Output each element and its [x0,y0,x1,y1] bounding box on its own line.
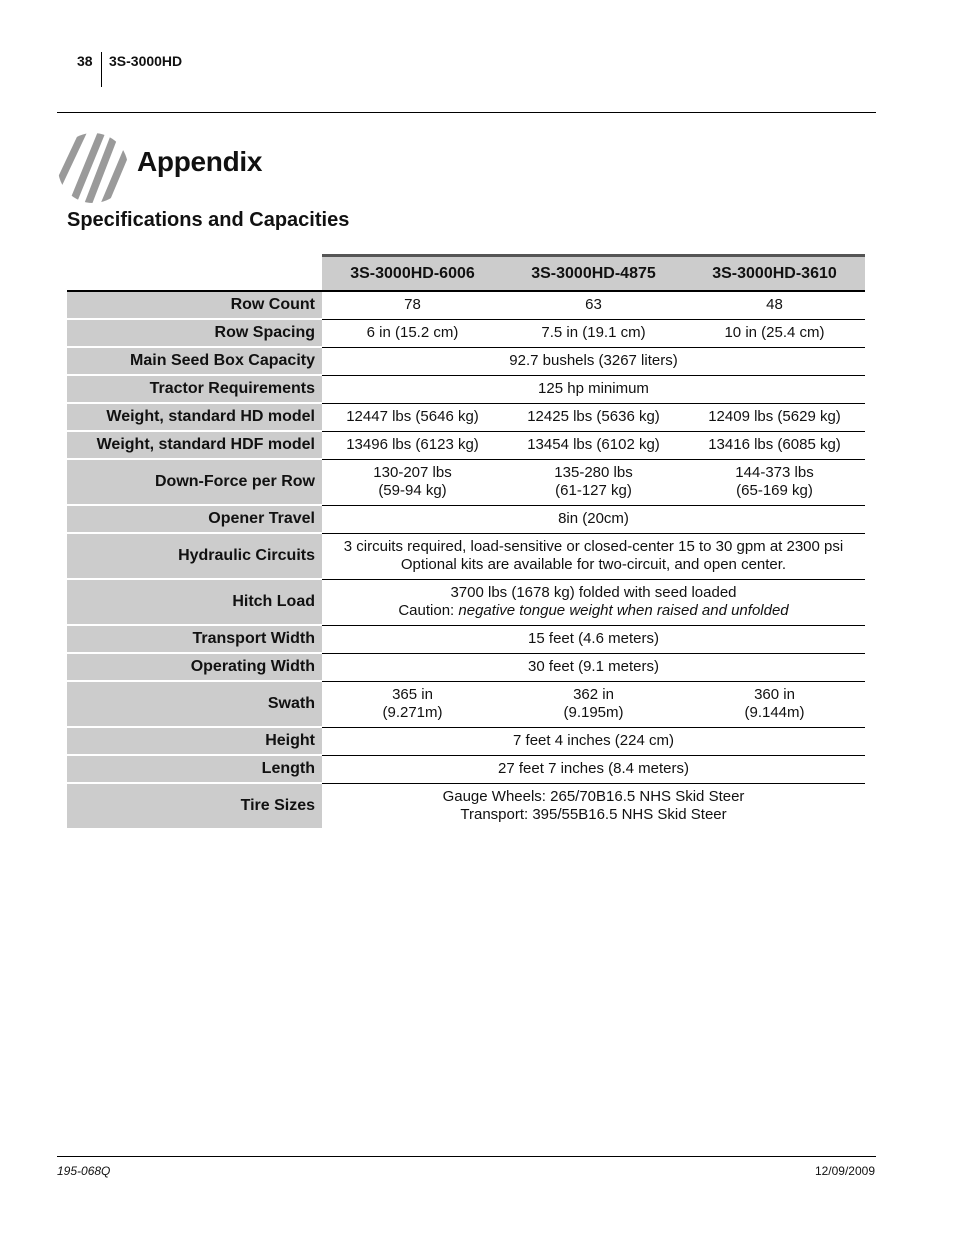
header-rule [57,112,876,113]
specifications-table [67,254,865,828]
table-cell: 92.7 bushels (3267 liters) [322,347,865,375]
table-cell: 12409 lbs (5629 kg) [684,403,865,431]
table-row [67,755,865,783]
row-label: Row Spacing [67,319,322,347]
header-blank-cell [67,256,322,292]
row-label: Row Count [67,291,322,319]
row-label: Hydraulic Circuits [67,533,322,579]
row-label: Opener Travel [67,505,322,533]
table-row [67,403,865,431]
cell-line: 144-373 lbs [735,464,814,481]
cell-line: (9.195m) [563,704,624,721]
table-header-row [67,256,865,292]
table-row [67,579,865,625]
cell-line [326,602,861,620]
cell-line: 365 in [392,686,433,703]
caution-text: negative tongue weight when raised and unfolded [458,602,789,619]
cell-line: 362 in [573,686,614,703]
table-row [67,783,865,828]
row-label: Swath [67,681,322,727]
table-row [67,319,865,347]
table-cell [322,783,865,828]
caution-prefix: Caution: [398,602,459,619]
table-cell [322,681,503,727]
cell-line: 360 in [754,686,795,703]
row-label: Hitch Load [67,579,322,625]
table-cell: 7.5 in (19.1 cm) [503,319,684,347]
cell-line: 3700 lbs (1678 kg) folded with seed loaded [450,584,737,601]
page-number: 38 [77,53,93,69]
table-row [67,533,865,579]
header-separator [101,52,102,87]
table-row [67,459,865,505]
table-row [67,505,865,533]
table-cell: 48 [684,291,865,319]
cell-line: (61-127 kg) [555,482,632,499]
table-row [67,431,865,459]
footer-date: 12/09/2009 [814,1164,875,1178]
table-row [67,653,865,681]
appendix-logo-icon [57,132,129,204]
cell-line: (59-94 kg) [378,482,447,499]
footer-doc-number: 195-068Q [57,1164,111,1178]
table-cell [684,459,865,505]
cell-line: 130-207 lbs [373,464,452,481]
table-cell: 13496 lbs (6123 kg) [322,431,503,459]
column-header-6006: 3S-3000HD-6006 [322,256,503,292]
table-cell: 7 feet 4 inches (224 cm) [322,727,865,755]
cell-line: 135-280 lbs [554,464,633,481]
table-cell: 13454 lbs (6102 kg) [503,431,684,459]
cell-line: (9.144m) [744,704,805,721]
table-cell: 78 [322,291,503,319]
row-label: Transport Width [67,625,322,653]
row-label: Operating Width [67,653,322,681]
table-cell: 8in (20cm) [322,505,865,533]
column-header-3610: 3S-3000HD-3610 [684,256,865,292]
table-cell [503,459,684,505]
row-label: Main Seed Box Capacity [67,347,322,375]
row-label: Tire Sizes [67,783,322,828]
table-cell: 27 feet 7 inches (8.4 meters) [322,755,865,783]
column-header-4875: 3S-3000HD-4875 [503,256,684,292]
row-label: Weight, standard HDF model [67,431,322,459]
table-cell [684,681,865,727]
table-row [67,347,865,375]
row-label: Weight, standard HD model [67,403,322,431]
row-label: Length [67,755,322,783]
table-cell: 6 in (15.2 cm) [322,319,503,347]
table-cell: 15 feet (4.6 meters) [322,625,865,653]
cell-line: (9.271m) [382,704,443,721]
section-title: Specifications and Capacities [67,209,350,231]
page-title: Appendix [137,146,263,177]
table-cell: 13416 lbs (6085 kg) [684,431,865,459]
table-row [67,727,865,755]
table-cell [322,459,503,505]
table-row [67,291,865,319]
table-cell: 30 feet (9.1 meters) [322,653,865,681]
table-cell: 63 [503,291,684,319]
table-cell [322,579,865,625]
table-cell: 12425 lbs (5636 kg) [503,403,684,431]
table-row [67,625,865,653]
cell-line: Transport: 395/55B16.5 NHS Skid Steer [460,805,727,823]
cell-line: (65-169 kg) [736,482,813,499]
table-row [67,375,865,403]
table-cell: 125 hp minimum [322,375,865,403]
cell-line: 3 circuits required, load-sensitive or closed-center 15 to 30 gpm at 2300 psi [343,538,844,555]
table-cell [322,533,865,579]
header-model: 3S-3000HD [109,53,183,69]
table-row [67,681,865,727]
row-label: Down-Force per Row [67,459,322,505]
cell-line: Gauge Wheels: 265/70B16.5 NHS Skid Steer [442,787,745,805]
table-cell: 12447 lbs (5646 kg) [322,403,503,431]
table-cell: 10 in (25.4 cm) [684,319,865,347]
cell-line: Optional kits are available for two-circuit, and open center. [400,556,787,573]
footer-rule [57,1156,876,1157]
row-label: Height [67,727,322,755]
row-label: Tractor Requirements [67,375,322,403]
table-cell [503,681,684,727]
